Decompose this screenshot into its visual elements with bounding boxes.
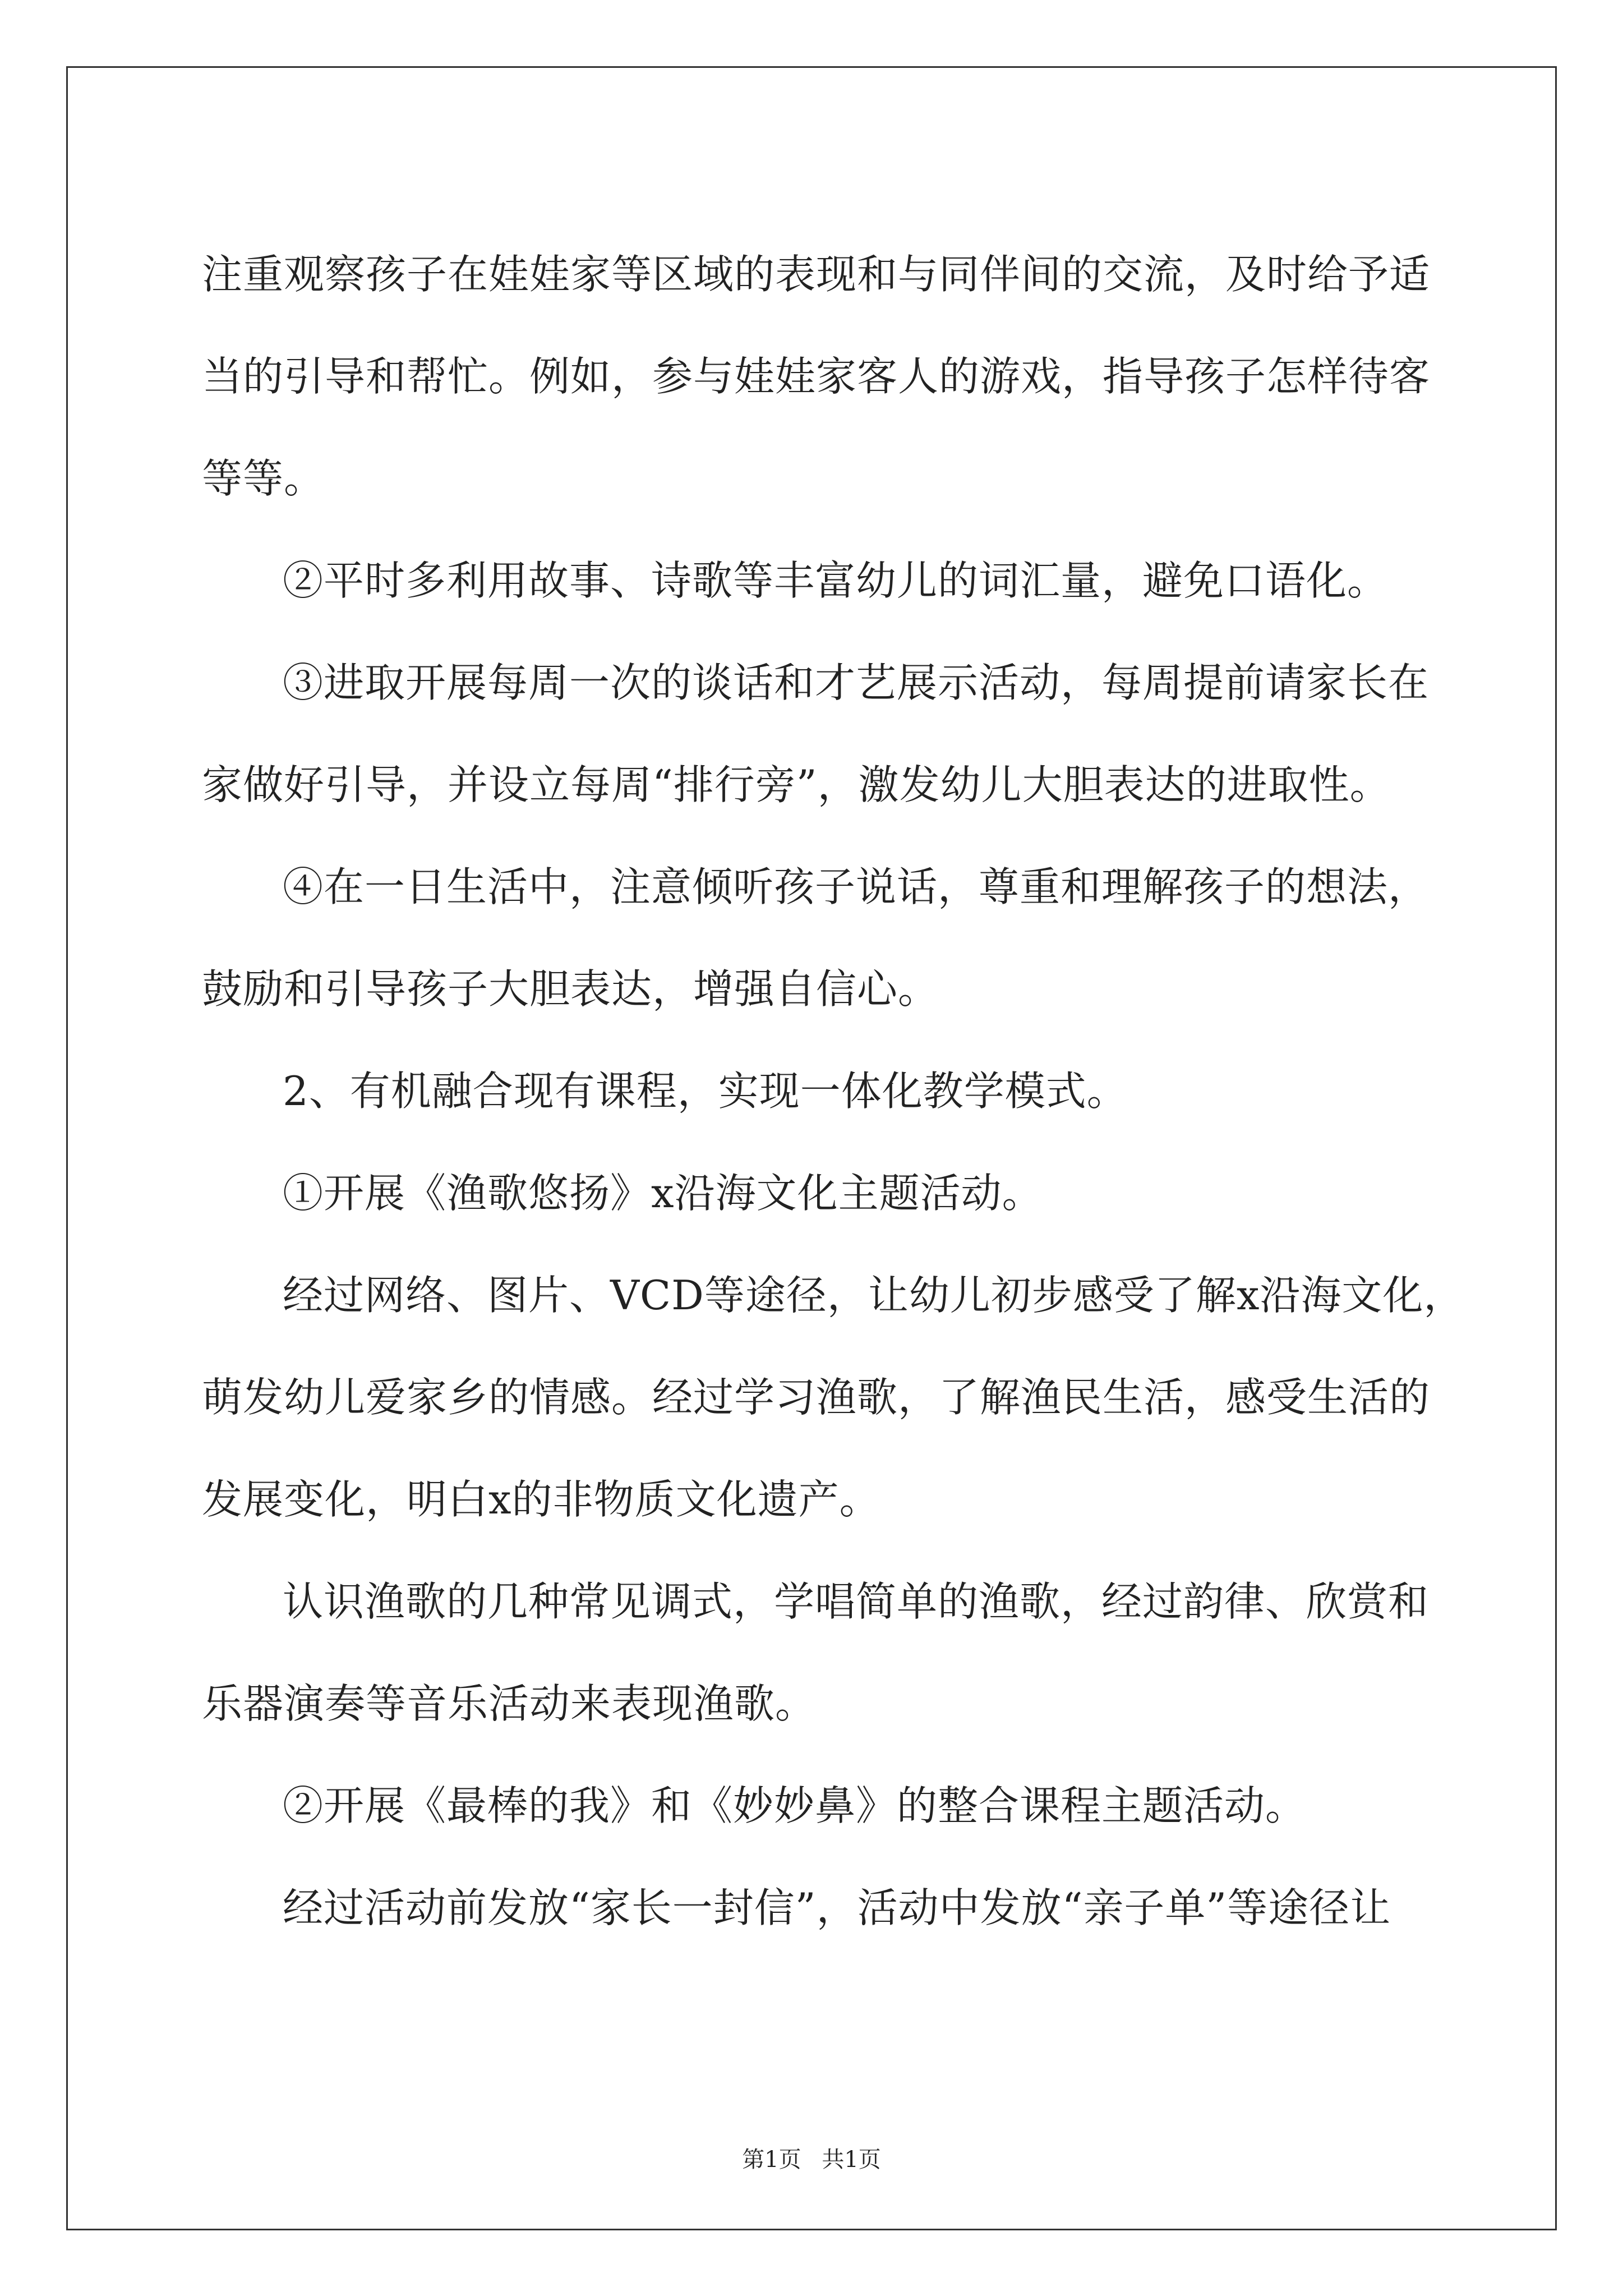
text-line: 等等。	[202, 455, 325, 502]
page-footer	[0, 2143, 1623, 2177]
page-total: 共1页	[822, 2147, 881, 2173]
text-line: ④在一日生活中，注意倾听孩子说话，尊重和理解孩子的想法，	[283, 863, 1430, 910]
text-line: 乐器演奏等音乐活动来表现渔歌。	[202, 1680, 817, 1727]
text-line: 鼓励和引导孩子大胆表达，增强自信心。	[202, 965, 939, 1013]
text-line: ②平时多利用故事、诗歌等丰富幼儿的词汇量，避免口语化。	[283, 557, 1389, 604]
text-line: 当的引导和帮忙。例如，参与娃娃家客人的游戏，指导孩子怎样待客	[202, 353, 1431, 400]
text-line: 认识渔歌的几种常见调式，学唱简单的渔歌，经过韵律、欣赏和	[283, 1578, 1430, 1625]
text-line: 萌发幼儿爱家乡的情感。经过学习渔歌，了解渔民生活，感受生活的	[202, 1374, 1431, 1421]
text-line: 经过网络、图片、VCD等途径，让幼儿初步感受了解x沿海文化，	[283, 1272, 1465, 1319]
text-line: ③进取开展每周一次的谈话和才艺展示活动，每周提前请家长在	[283, 659, 1430, 706]
document-body	[202, 223, 1465, 1959]
text-line: 注重观察孩子在娃娃家等区域的表现和与同伴间的交流，及时给予适	[202, 251, 1431, 298]
section-heading: 2、有机融合现有课程，实现一体化教学模式。	[283, 1068, 1128, 1115]
text-line: ①开展《渔歌悠扬》x沿海文化主题活动。	[283, 1170, 1043, 1217]
text-line: ②开展《最棒的我》和《妙妙鼻》的整合课程主题活动。	[283, 1782, 1307, 1829]
text-line: 家做好引导，并设立每周“排行旁”，激发幼儿大胆表达的进取性。	[202, 761, 1391, 808]
page-number: 第1页	[742, 2147, 801, 2173]
text-line: 经过活动前发放“家长一封信”，活动中发放“亲子单”等途径让	[283, 1884, 1391, 1931]
text-line: 发展变化，明白x的非物质文化遗产。	[202, 1476, 880, 1523]
